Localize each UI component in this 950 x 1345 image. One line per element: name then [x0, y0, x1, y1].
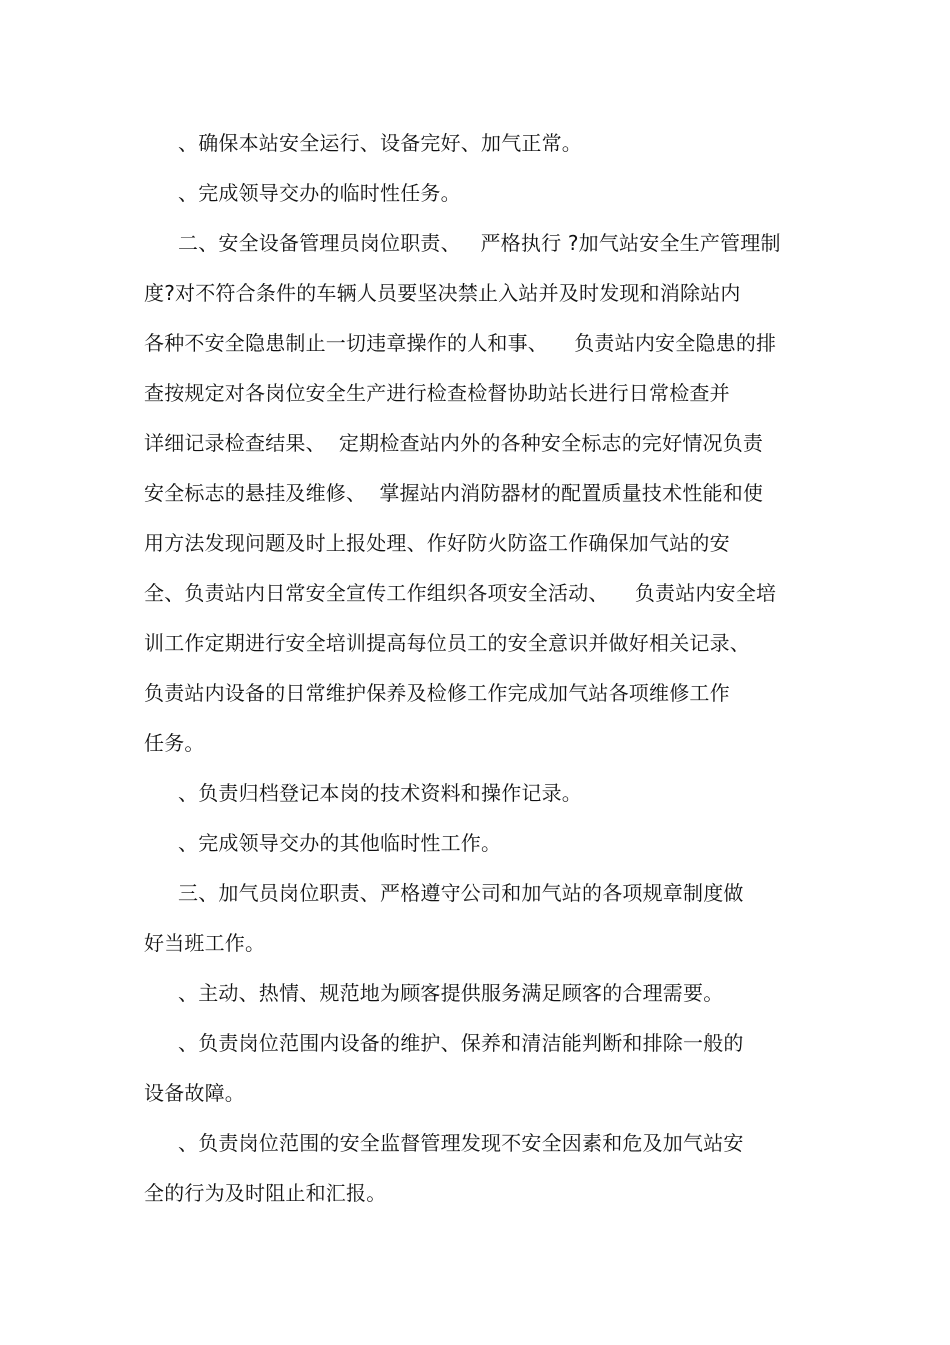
text-line: 设备故障。	[144, 1081, 245, 1105]
text-line: 、负责岗位范围的安全监督管理发现不安全因素和危及加气站安	[178, 1131, 744, 1155]
text-line: 任务。	[144, 731, 205, 755]
text-line: 用方法发现问题及时上报处理、作好防火防盗工作确保加气站的安	[144, 531, 730, 555]
text-line: 全、负责站内日常安全宣传工作组织各项安全活动、 负责站内安全培	[144, 581, 777, 605]
text-line: 全的行为及时阻止和汇报。	[144, 1181, 387, 1205]
text-line: 二、安全设备管理员岗位职责、 严格执行 ?加气站安全生产管理制	[178, 231, 781, 255]
text-line: 、完成领导交办的临时性任务。	[178, 181, 461, 205]
text-line: 、确保本站安全运行、设备完好、加气正常。	[178, 131, 582, 155]
text-line: 三、加气员岗位职责、严格遵守公司和加气站的各项规章制度做	[178, 881, 744, 905]
text-line: 负责站内设备的日常维护保养及检修工作完成加气站各项维修工作	[144, 681, 730, 705]
text-line: 、主动、热情、规范地为顾客提供服务满足顾客的合理需要。	[178, 981, 724, 1005]
text-line: 、完成领导交办的其他临时性工作。	[178, 831, 502, 855]
text-line: 详细记录检查结果、 定期检查站内外的各种安全标志的完好情况负责	[144, 431, 764, 455]
text-line: 、负责归档登记本岗的技术资料和操作记录。	[178, 781, 582, 805]
text-line: 各种不安全隐患制止一切违章操作的人和事、 负责站内安全隐患的排	[144, 331, 777, 355]
text-line: 安全标志的悬挂及维修、 掌握站内消防器材的配置质量技术性能和使	[144, 481, 764, 505]
text-line: 度?对不符合条件的车辆人员要坚决禁止入站并及时发现和消除站内	[144, 281, 741, 305]
text-line: 、负责岗位范围内设备的维护、保养和清洁能判断和排除一般的	[178, 1031, 744, 1055]
text-line: 查按规定对各岗位安全生产进行检查检督协助站长进行日常检查并	[144, 381, 730, 405]
text-line: 好当班工作。	[144, 931, 266, 955]
text-line: 训工作定期进行安全培训提高每位员工的安全意识并做好相关记录、	[144, 631, 750, 655]
